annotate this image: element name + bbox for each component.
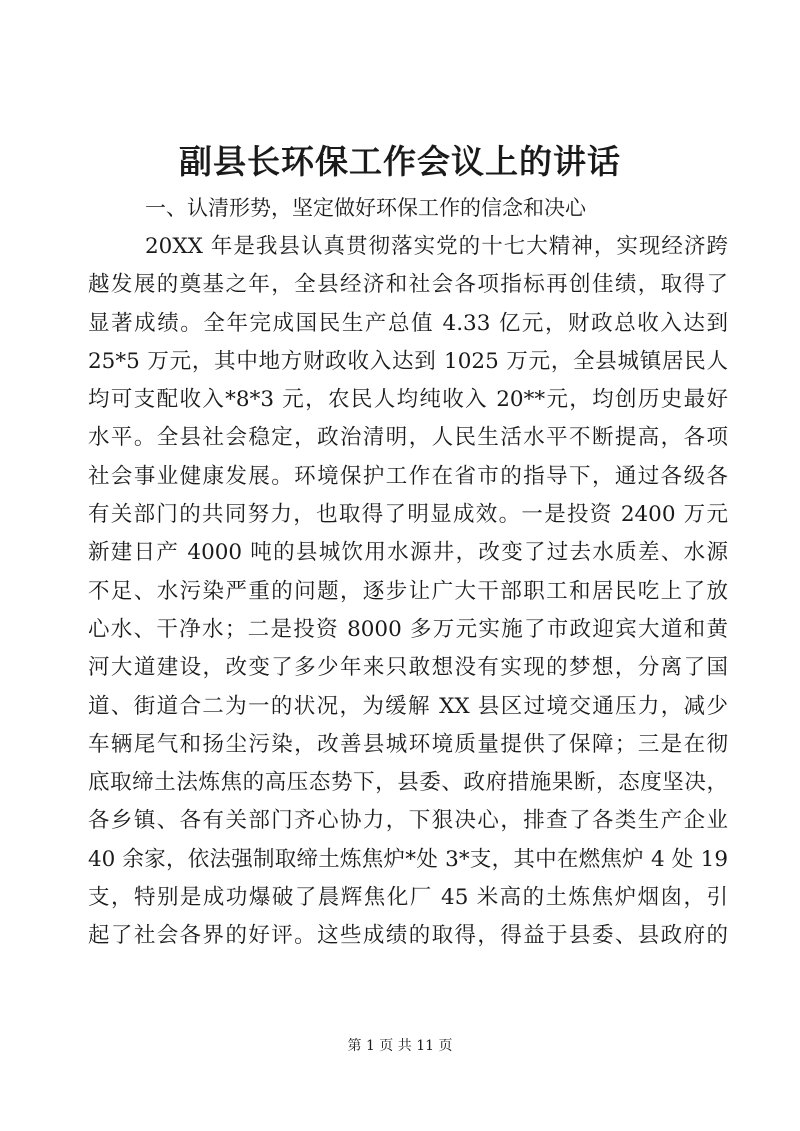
body-line: 有关部门的共同努力，也取得了明显成效。一是投资 2400 万元	[88, 502, 728, 528]
body-line: 水平。全县社会稳定，政治清明，人民生活水平不断提高，各项	[88, 425, 728, 451]
body-line: 25*5 万元，其中地方财政收入达到 1025 万元，全县城镇居民人	[88, 348, 728, 374]
body-line: 河大道建设，改变了多少年来只敢想没有实现的梦想，分离了国	[88, 655, 728, 681]
body-line: 心水、干净水；二是投资 8000 多万元实施了市政迎宾大道和黄	[88, 616, 728, 642]
body-line: 均可支配收入*8*3 元，农民人均纯收入 20**元，均创历史最好	[88, 387, 728, 413]
page-title: 副县长环保工作会议上的讲话	[179, 142, 621, 181]
body-line: 各乡镇、各有关部门齐心协力，下狠决心，排查了各类生产企业	[88, 808, 728, 834]
body-line: 道、街道合二为一的状况，为缓解 XX 县区过境交通压力，减少	[88, 693, 728, 719]
body-line: 40 余家，依法强制取缔土炼焦炉*处 3*支，其中在燃焦炉 4 处 19	[88, 846, 728, 872]
body-line: 新建日产 4000 吨的县城饮用水源井，改变了过去水质差、水源	[88, 540, 728, 566]
body-line: 支，特别是成功爆破了晨辉焦化厂 45 米高的土炼焦炉烟囱，引	[88, 885, 728, 911]
body-line: 不足、水污染严重的问题，逐步让广大干部职工和居民吃上了放	[88, 578, 728, 604]
body-line: 起了社会各界的好评。这些成绩的取得，得益于县委、县政府的	[88, 923, 728, 949]
body-line: 车辆尾气和扬尘污染，改善县城环境质量提供了保障；三是在彻	[88, 731, 728, 757]
body-line: 越发展的奠基之年，全县经济和社会各项指标再创佳绩，取得了	[88, 272, 728, 298]
body-line: 底取缔土法炼焦的高压态势下，县委、政府措施果断，态度坚决，	[88, 770, 728, 796]
body-line: 社会事业健康发展。环境保护工作在省市的指导下，通过各级各	[88, 463, 728, 489]
page-indicator: 第 1 页 共 11 页	[347, 1038, 453, 1054]
body-text	[88, 228, 728, 956]
body-line: 显著成绩。全年完成国民生产总值 4.33 亿元，财政总收入达到	[88, 310, 728, 336]
body-line: 20XX 年是我县认真贯彻落实党的十七大精神，实现经济跨	[145, 234, 728, 259]
section-heading: 一、认清形势，坚定做好环保工作的信念和决心	[145, 196, 586, 220]
